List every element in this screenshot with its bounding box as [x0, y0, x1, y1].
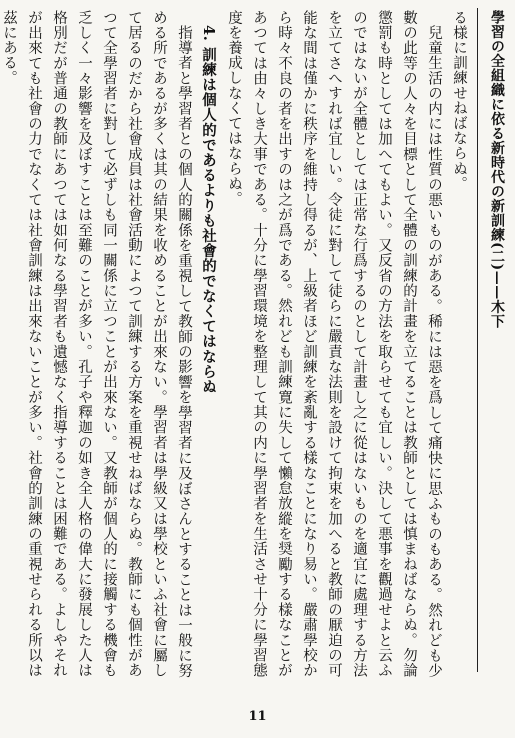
header-divider	[477, 8, 478, 672]
section-number: 4.	[200, 24, 217, 41]
body-text	[1, 10, 471, 678]
section-heading-text: 訓練は個人的であるよりも社會的でなくてはならぬ	[200, 46, 217, 394]
paragraph: 兒童生活の内には性質の悪いものがある。稀には惡を爲して痛快に思ふものもある。然れども少數の此等の人々を目標として全體の訓練的計畫を立てることは教師としては慎まねばならぬ。勿論懲罰も時としては加へてもよい。又反省の方法を取らせても宜しい。決して悪事を觀過せよと云ふのではないが全體としては正常な行爲するのとして計畫し之に從はないものを適宜に處理する方法を立てさへすれば宜しい。令徒に對して徒らに嚴責な法則を設けて拘束を加へると教師の厭迫の可能な間は僅かに秩序を維持し得るが、上級者ほど訓練を紊亂する樣なことになり易い。嚴肅學校から時々不良の者を出すのは之が爲である。然れども訓練寛に失して懶怠放縱を奨勵する樣なことがあつては由々しき大事である。十分に學習環境を整理して其の内に學習者を生活させ十分に學習態度を養成しなくてはならぬ。	[226, 10, 442, 678]
page-number: 11	[248, 709, 267, 724]
paragraph: 指導者と學習者との個人的關係を重視して教師の影響を學習者に及ぼさんとすることは一般に努める所であるが多くは其の結果を收めることが出來ない。學習者は學級又は學校といふ社會に屬して居るのだから社會成員は社會活動によつて訓練する方案を重視せねばならぬ。教師にも個性があつて全學習者に對して必ずしも同一關係に立つことが出來ない。又教師が個人的に接觸する機會も乏しく一々影響を及ぼすことは至難のことが多い。孔子や釋迦の如き全人格の偉大に發展した人は格別だが普通の教師にあつては如何なる學習者も遺憾なく指導することは困難である。よしやそれが出來ても社會の力でなくては社會訓練は出來ないことが多い。社會的訓練の重視せられる所以は茲にある。	[1, 10, 192, 678]
paragraph: る様に訓練せねばならぬ。	[451, 10, 467, 192]
section-heading	[196, 10, 221, 678]
running-header: 學習の全組織に依る新時代の新訓練(二)——木下	[489, 10, 505, 329]
